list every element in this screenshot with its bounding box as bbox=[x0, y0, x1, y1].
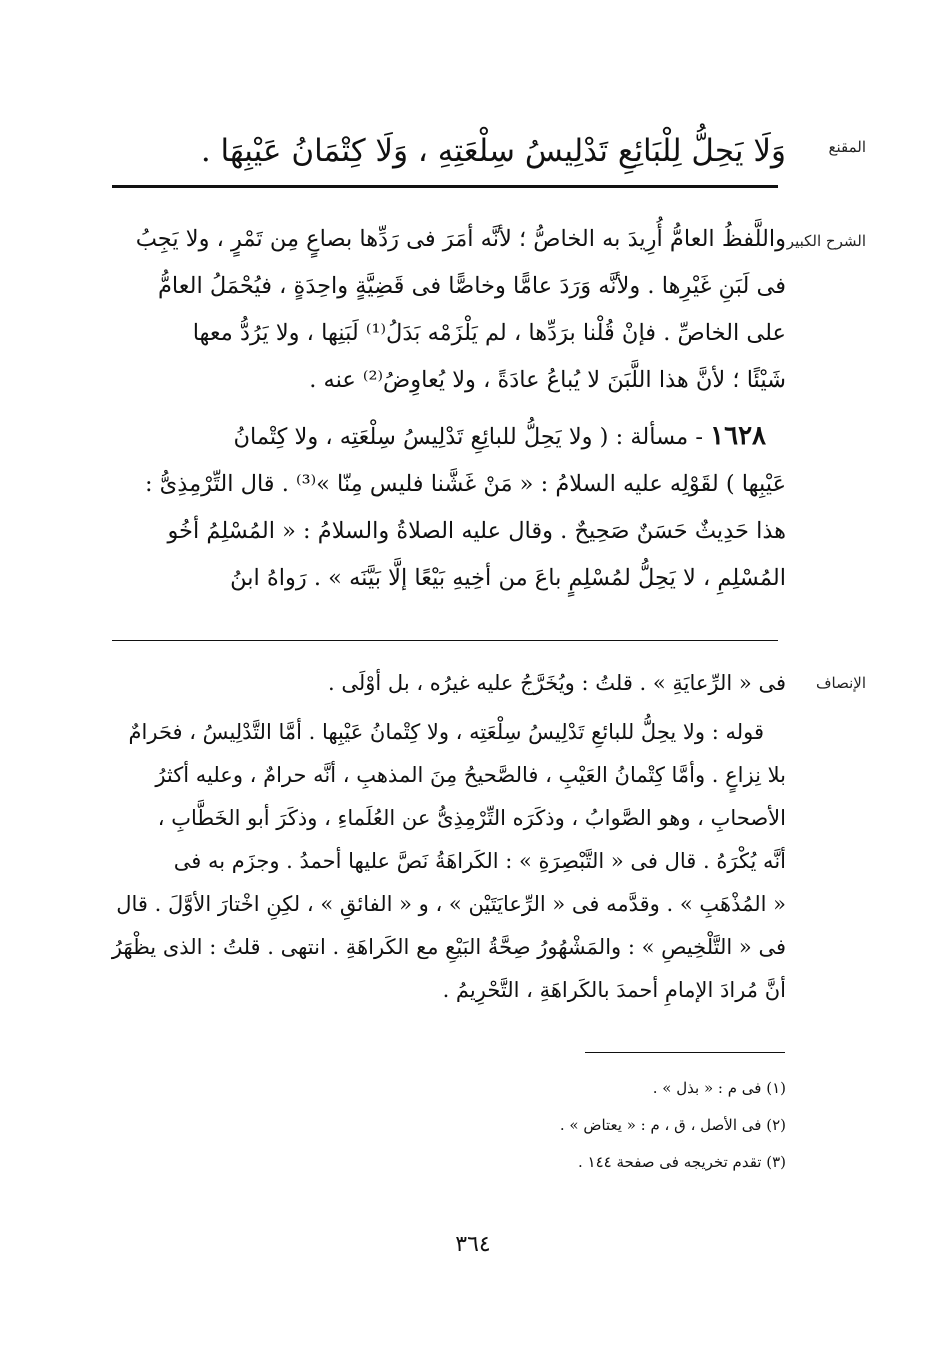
sharh-line: هذا حَدِيثٌ حَسَنٌ صَحِيحٌ . وقال عليه الصلاةُ والسلامُ : « المُسْلِمُ أخُو bbox=[167, 518, 786, 544]
footnote: (٢) فى الأصل ، ق ، م : « يعتاض » . bbox=[559, 1116, 786, 1134]
insaf-line: فى « الرِّعايَةِ » . قلتُ : ويُخَرَّجُ عليه غيرُه ، بل أوْلَى . bbox=[328, 671, 786, 695]
footnote: (٣) تقدم تخريجه فى صفحة ١٤٤ . bbox=[577, 1153, 786, 1171]
muqni-text bbox=[110, 122, 786, 180]
footnotes bbox=[110, 1070, 786, 1181]
muqni-line: وَلَا يَحِلُّ لِلْبَائِعِ تَدْلِيسُ سِلْعَتِهِ ، وَلَا كِتْمَانُ عَيْبِهَا . bbox=[200, 133, 786, 169]
footnote-divider bbox=[585, 1052, 785, 1053]
insaf-line: فى « التَّلْخِيصِ » : والمَشْهُورُ صِحَّةُ البَيْعِ مع الكَراهَةِ . انتهى . قلتُ : الذى يظْهَرُ bbox=[111, 935, 786, 959]
footnote: (١) فى م : « بذل » . bbox=[652, 1079, 786, 1097]
issue-text: - مسألة : ( ولا يَحِلُّ للبائِعِ تَدْلِيسُ سِلْعَتِه ، ولا كِتْمانُ bbox=[233, 424, 711, 450]
insaf-text bbox=[110, 662, 786, 1012]
insaf-line: قوله : ولا يحِلُّ للبائعِ تَدْلِيسُ سِلْعَتِه ، ولا كِتْمانُ عَيْبِها . أمَّا التَّدْلِيسُ ، فحَرامٌ bbox=[128, 720, 764, 744]
sharh-line: عَيْبِها ) لقَوْلِه عليه السلامُ : « مَنْ غَشَّنا فليس مِنّا »⁽³⁾ . قال التِّرْمِذِىُّ : bbox=[144, 471, 786, 497]
label-sharh: الشرح الكبير bbox=[786, 232, 866, 250]
sharh-issue-line bbox=[110, 413, 786, 461]
sharh-line: شَيْئًا ؛ لأنَّ هذا اللَّبَنَ لا يُباعُ عادَةً ، ولا يُعاوِضُ⁽²⁾ عنه . bbox=[309, 367, 786, 393]
sharh-divider bbox=[112, 640, 778, 641]
sharh-line: فى لَبَنِ غَيْرِها . ولأنَّه وَرَدَ عامًّا وخاصًّا فى قَضِيَّةٍ واحِدَةٍ ، فيُحْمَلُ العامُّ bbox=[157, 273, 786, 299]
sharh-text bbox=[110, 216, 786, 602]
muqni-divider bbox=[112, 185, 778, 188]
page-number: ٣٦٤ bbox=[455, 1232, 491, 1257]
insaf-line: بلا نِزاعٍ . وأمَّا كِتْمانُ العَيْبِ ، فالصَّحيحُ مِنَ المذهبِ ، أنَّه حرامٌ ، وعليه أكثرُ bbox=[155, 763, 786, 787]
insaf-line: أنَّ مُرادَ الإمامِ أحمدَ بالكَراهَةِ ، التَّحْرِيمُ . bbox=[442, 978, 786, 1002]
label-muqni: المقنع bbox=[828, 138, 866, 156]
insaf-line: الأصحابِ ، وهو الصَّوابُ ، وذكَرَه التِّرْمِذِىُّ عن العُلَماءِ ، وذكَرَ أبو الخَطَّابِ ، bbox=[157, 806, 786, 830]
insaf-line: أنَّه يُكْرَهُ . قال فى « التَّبْصِرَةِ » : الكَراهَةُ نَصَّ عليها أحمدُ . وجزَم به فى bbox=[173, 849, 786, 873]
sharh-line: واللَّفظُ العامُّ أُرِيدَ به الخاصُّ ؛ لأنَّه أمَرَ فى رَدِّها بصاعٍ مِن تَمْرٍ ، ولا يَجِبُ bbox=[135, 226, 786, 252]
label-insaf: الإنصاف bbox=[815, 674, 866, 692]
sharh-line: على الخاصِّ . فإنْ قُلْنا برَدِّها ، لم يَلْزَمْه بَدَلُ⁽¹⁾ لَبَنِها ، ولا يَرُدُّ معها bbox=[192, 320, 786, 346]
issue-number: ١٦٢٨ bbox=[710, 421, 766, 451]
insaf-line: « المُذْهَبِ » . وقدَّمه فى « الرِّعايَتَيْن » ، و « الفائقِ » ، لكِنِ اخْتارَ الأوَّلَ . قال bbox=[116, 892, 786, 916]
sharh-line: المُسْلِمِ ، لا يَحِلُّ لمُسْلِمٍ باعَ من أخِيهِ بَيْعًا إلَّا بَيَّنَه » . رَواهُ ابنُ bbox=[230, 565, 786, 591]
